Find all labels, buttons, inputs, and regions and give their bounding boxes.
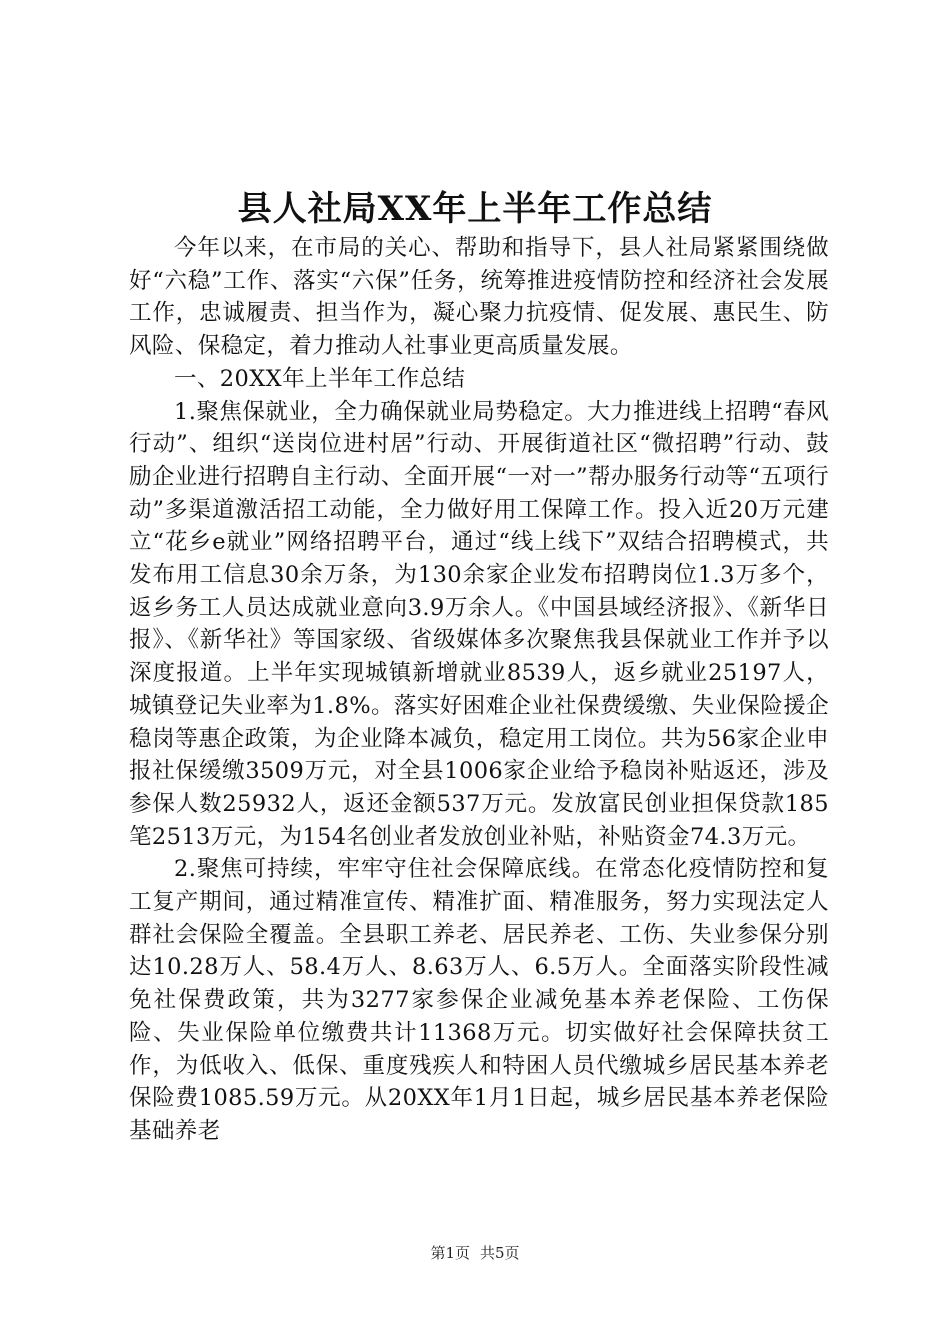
document-body bbox=[129, 232, 829, 1148]
document-title: 县人社局XX年上半年工作总结 bbox=[237, 189, 713, 229]
page-total: 共5页 bbox=[480, 1244, 520, 1262]
employment-paragraph: 1.聚焦保就业，全力确保就业局势稳定。大力推进线上招聘“春风行动”、组织“送岗位进村居”行动、开展街道社区“微招聘”行动、鼓励企业进行招聘自主行动、全面开展“一对一”帮办服务行动等“五项行动”多渠道激活招工动能，全力做好用工保障工作。投入近20万元建立“花乡e就业”网络招聘平台，通过“线上线下”双结合招聘模式，共发布用工信息30余万条，为130余家企业发布招聘岗位1.3万多个，返乡务工人员达成就业意向3.9万余人。《中国县域经济报》、《新华日报》、《新华社》等国家级、省级媒体多次聚焦我县保就业工作并予以深度报道。上半年实现城镇新增就业8539人，返乡就业25197人，城镇登记失业率为1.8%。落实好困难企业社保费缓缴、失业保险援企稳岗等惠企政策，为企业降本减负，稳定用工岗位。共为56家企业申报社保缓缴3509万元，对全县1006家企业给予稳岗补贴返还，涉及参保人数25932人，返还金额537万元。发放富民创业担保贷款185笔2513万元，为154名创业者发放创业补贴，补贴资金74.3万元。 bbox=[129, 398, 829, 850]
social-security-paragraph: 2.聚焦可持续，牢牢守住社会保障底线。在常态化疫情防控和复工复产期间，通过精准宣传、精准扩面、精准服务，努力实现法定人群社会保险全覆盖。全县职工养老、居民养老、工伤、失业参保分别达10.28万人、58.4万人、8.63万人、6.5万人。全面落实阶段性减免社保费政策，共为3277家参保企业减免基本养老保险、工伤保险、失业保险单位缴费共计11368万元。切实做好社会保障扶贫工作，为低收入、低保、重度残疾人和特困人员代缴城乡居民基本养老保险费1085.59万元。从20XX年1月1日起，城乡居民基本养老保险基础养老 bbox=[129, 856, 829, 1144]
page-footer bbox=[0, 1243, 950, 1263]
page-number: 第1页 bbox=[430, 1244, 470, 1262]
section-heading: 一、20XX年上半年工作总结 bbox=[174, 365, 466, 392]
intro-paragraph: 今年以来，在市局的关心、帮助和指导下，县人社局紧紧围绕做好“六稳”工作、落实“六保”任务，统筹推进疫情防控和经济社会发展工作，忠诚履责、担当作为，凝心聚力抗疫情、促发展、惠民生、防风险、保稳定，着力推动人社事业更高质量发展。 bbox=[129, 235, 829, 360]
